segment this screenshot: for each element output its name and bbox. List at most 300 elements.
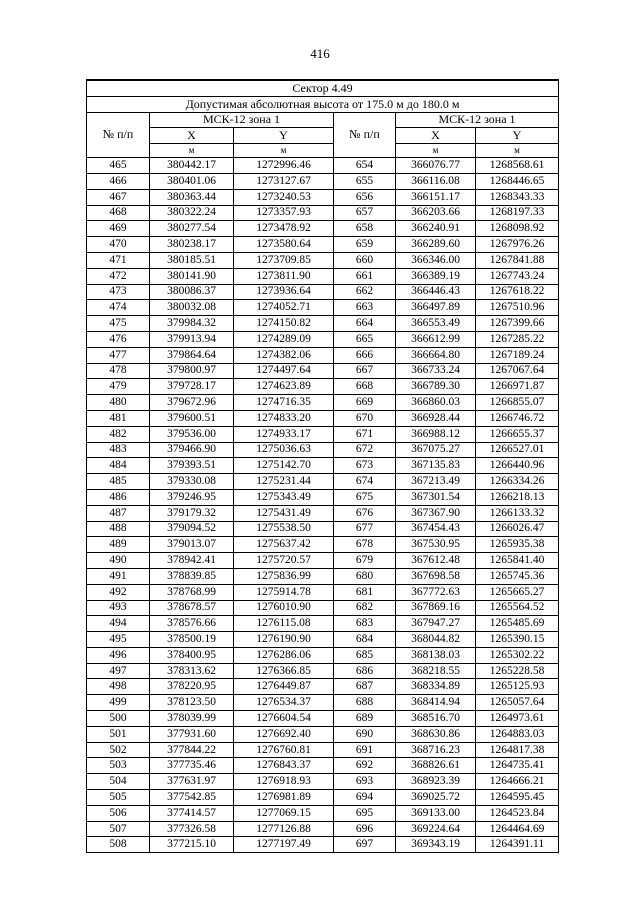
table-row <box>87 410 559 426</box>
point-number-left: 491 <box>87 568 150 584</box>
table-row <box>87 237 559 253</box>
x-left: 380141.90 <box>150 268 234 284</box>
x-left: 379466.90 <box>150 442 234 458</box>
table-row <box>87 821 559 837</box>
table-row <box>87 252 559 268</box>
y-right: 1266133.32 <box>476 505 559 521</box>
point-number-left: 496 <box>87 647 150 663</box>
point-number-right: 659 <box>334 237 396 253</box>
unit-y-left: м <box>234 144 334 158</box>
x-left: 379864.64 <box>150 347 234 363</box>
point-number-left: 483 <box>87 442 150 458</box>
x-right: 366928.44 <box>396 410 476 426</box>
unit-x-right: м <box>396 144 476 158</box>
point-number-left: 501 <box>87 726 150 742</box>
point-number-right: 677 <box>334 521 396 537</box>
point-number-left: 470 <box>87 237 150 253</box>
y-left: 1275720.57 <box>234 553 334 569</box>
x-right: 368334.89 <box>396 679 476 695</box>
table-row <box>87 726 559 742</box>
x-left: 379728.17 <box>150 379 234 395</box>
point-number-right: 679 <box>334 553 396 569</box>
sector-title: Сектор 4.49 <box>87 80 559 96</box>
point-number-right: 674 <box>334 474 396 490</box>
x-right: 368923.39 <box>396 774 476 790</box>
x-left: 379913.94 <box>150 331 234 347</box>
table-row <box>87 316 559 332</box>
y-left: 1272996.46 <box>234 158 334 174</box>
y-left: 1276449.87 <box>234 679 334 695</box>
table-row <box>87 632 559 648</box>
point-number-left: 467 <box>87 189 150 205</box>
y-left: 1276190.90 <box>234 632 334 648</box>
y-left: 1273936.64 <box>234 284 334 300</box>
x-left: 377631.97 <box>150 774 234 790</box>
point-number-right: 678 <box>334 537 396 553</box>
table-row <box>87 805 559 821</box>
x-right: 369133.00 <box>396 805 476 821</box>
x-left: 380086.37 <box>150 284 234 300</box>
point-number-left: 481 <box>87 410 150 426</box>
point-number-left: 466 <box>87 173 150 189</box>
y-right: 1265935.38 <box>476 537 559 553</box>
y-left: 1275538.50 <box>234 521 334 537</box>
y-left: 1275836.99 <box>234 568 334 584</box>
table-row <box>87 363 559 379</box>
point-number-left: 497 <box>87 663 150 679</box>
x-left: 378839.85 <box>150 568 234 584</box>
table-row <box>87 647 559 663</box>
table-row <box>87 837 559 853</box>
x-left: 380322.24 <box>150 205 234 221</box>
y-left: 1276534.37 <box>234 695 334 711</box>
x-right: 367698.58 <box>396 568 476 584</box>
point-number-right: 657 <box>334 205 396 221</box>
y-right: 1264523.84 <box>476 805 559 821</box>
point-number-left: 486 <box>87 489 150 505</box>
table-row <box>87 774 559 790</box>
y-left: 1276010.90 <box>234 600 334 616</box>
y-right: 1268568.61 <box>476 158 559 174</box>
x-left: 378313.62 <box>150 663 234 679</box>
point-number-right: 669 <box>334 395 396 411</box>
y-right: 1267618.22 <box>476 284 559 300</box>
point-number-right: 660 <box>334 252 396 268</box>
x-right: 368218.55 <box>396 663 476 679</box>
x-right: 367947.27 <box>396 616 476 632</box>
x-right: 366497.89 <box>396 300 476 316</box>
header-zone-right: МСК-12 зона 1 <box>396 112 559 128</box>
point-number-left: 482 <box>87 426 150 442</box>
y-right: 1264464.69 <box>476 821 559 837</box>
y-right: 1264595.45 <box>476 790 559 806</box>
x-right: 366240.91 <box>396 221 476 237</box>
point-number-left: 490 <box>87 553 150 569</box>
header-y-left: Y <box>234 128 334 144</box>
table-row <box>87 158 559 174</box>
table-row <box>87 442 559 458</box>
point-number-left: 474 <box>87 300 150 316</box>
x-right: 367772.63 <box>396 584 476 600</box>
x-left: 377542.85 <box>150 790 234 806</box>
point-number-left: 495 <box>87 632 150 648</box>
point-number-right: 655 <box>334 173 396 189</box>
header-y-right: Y <box>476 128 559 144</box>
x-left: 377844.22 <box>150 742 234 758</box>
y-left: 1274497.64 <box>234 363 334 379</box>
y-right: 1266971.87 <box>476 379 559 395</box>
table-row <box>87 568 559 584</box>
y-left: 1277069.15 <box>234 805 334 821</box>
y-left: 1276918.93 <box>234 774 334 790</box>
x-right: 366860.03 <box>396 395 476 411</box>
y-left: 1273478.92 <box>234 221 334 237</box>
point-number-right: 691 <box>334 742 396 758</box>
point-number-left: 505 <box>87 790 150 806</box>
y-left: 1277197.49 <box>234 837 334 853</box>
x-right: 369343.19 <box>396 837 476 853</box>
table-row <box>87 347 559 363</box>
point-number-right: 683 <box>334 616 396 632</box>
x-left: 377215.10 <box>150 837 234 853</box>
x-right: 367869.16 <box>396 600 476 616</box>
y-right: 1267285.22 <box>476 331 559 347</box>
y-right: 1267067.64 <box>476 363 559 379</box>
point-number-right: 696 <box>334 821 396 837</box>
y-left: 1276760.81 <box>234 742 334 758</box>
point-number-right: 668 <box>334 379 396 395</box>
y-right: 1266855.07 <box>476 395 559 411</box>
y-right: 1265057.64 <box>476 695 559 711</box>
x-left: 377735.46 <box>150 758 234 774</box>
y-right: 1265841.40 <box>476 553 559 569</box>
x-right: 366203.66 <box>396 205 476 221</box>
x-right: 367075.27 <box>396 442 476 458</box>
y-right: 1267976.26 <box>476 237 559 253</box>
x-right: 366988.12 <box>396 426 476 442</box>
y-left: 1274623.89 <box>234 379 334 395</box>
y-left: 1276366.85 <box>234 663 334 679</box>
point-number-right: 654 <box>334 158 396 174</box>
y-right: 1267510.96 <box>476 300 559 316</box>
point-number-right: 675 <box>334 489 396 505</box>
x-right: 366116.08 <box>396 173 476 189</box>
x-right: 367301.54 <box>396 489 476 505</box>
point-number-left: 502 <box>87 742 150 758</box>
point-number-right: 663 <box>334 300 396 316</box>
table-row <box>87 300 559 316</box>
table-row <box>87 221 559 237</box>
y-right: 1268446.65 <box>476 173 559 189</box>
point-number-left: 489 <box>87 537 150 553</box>
x-left: 378400.95 <box>150 647 234 663</box>
table-row <box>87 790 559 806</box>
y-right: 1265302.22 <box>476 647 559 663</box>
y-left: 1276604.54 <box>234 711 334 727</box>
x-right: 369224.64 <box>396 821 476 837</box>
x-left: 380277.54 <box>150 221 234 237</box>
unit-x-left: м <box>150 144 234 158</box>
table-row <box>87 189 559 205</box>
x-left: 378039.99 <box>150 711 234 727</box>
y-right: 1264391.11 <box>476 837 559 853</box>
table-row <box>87 600 559 616</box>
y-right: 1266026.47 <box>476 521 559 537</box>
table-row <box>87 553 559 569</box>
point-number-right: 692 <box>334 758 396 774</box>
y-right: 1265125.93 <box>476 679 559 695</box>
x-left: 380185.51 <box>150 252 234 268</box>
y-right: 1268197.33 <box>476 205 559 221</box>
header-num-right: № п/п <box>334 112 396 158</box>
point-number-right: 656 <box>334 189 396 205</box>
point-number-left: 473 <box>87 284 150 300</box>
x-right: 366289.60 <box>396 237 476 253</box>
y-left: 1274716.35 <box>234 395 334 411</box>
y-left: 1275231.44 <box>234 474 334 490</box>
header-x-left: X <box>150 128 234 144</box>
point-number-right: 676 <box>334 505 396 521</box>
point-number-left: 468 <box>87 205 150 221</box>
x-right: 367612.48 <box>396 553 476 569</box>
point-number-left: 506 <box>87 805 150 821</box>
x-left: 378500.19 <box>150 632 234 648</box>
y-right: 1264735.41 <box>476 758 559 774</box>
point-number-right: 673 <box>334 458 396 474</box>
x-right: 366553.49 <box>396 316 476 332</box>
table-row <box>87 426 559 442</box>
point-number-left: 465 <box>87 158 150 174</box>
point-number-right: 685 <box>334 647 396 663</box>
y-right: 1264666.21 <box>476 774 559 790</box>
x-left: 379536.00 <box>150 426 234 442</box>
x-left: 379330.08 <box>150 474 234 490</box>
x-left: 379179.32 <box>150 505 234 521</box>
page-number: 416 <box>310 46 330 61</box>
table-row <box>87 284 559 300</box>
y-left: 1274833.20 <box>234 410 334 426</box>
point-number-left: 499 <box>87 695 150 711</box>
table-row <box>87 679 559 695</box>
y-left: 1274382.06 <box>234 347 334 363</box>
point-number-right: 693 <box>334 774 396 790</box>
x-right: 367530.95 <box>396 537 476 553</box>
point-number-right: 664 <box>334 316 396 332</box>
x-left: 378678.57 <box>150 600 234 616</box>
point-number-left: 478 <box>87 363 150 379</box>
point-number-left: 476 <box>87 331 150 347</box>
table-row <box>87 395 559 411</box>
x-right: 367213.49 <box>396 474 476 490</box>
y-left: 1273127.67 <box>234 173 334 189</box>
y-left: 1273709.85 <box>234 252 334 268</box>
x-right: 366389.19 <box>396 268 476 284</box>
y-right: 1265745.36 <box>476 568 559 584</box>
table-row <box>87 173 559 189</box>
y-right: 1268343.33 <box>476 189 559 205</box>
table-row <box>87 742 559 758</box>
unit-y-right: м <box>476 144 559 158</box>
header-zone-left: МСК-12 зона 1 <box>150 112 334 128</box>
point-number-right: 671 <box>334 426 396 442</box>
x-left: 378123.50 <box>150 695 234 711</box>
x-right: 366789.30 <box>396 379 476 395</box>
x-right: 366733.24 <box>396 363 476 379</box>
point-number-right: 688 <box>334 695 396 711</box>
point-number-left: 487 <box>87 505 150 521</box>
table-row <box>87 489 559 505</box>
x-left: 378768.99 <box>150 584 234 600</box>
x-left: 377414.57 <box>150 805 234 821</box>
y-right: 1265485.69 <box>476 616 559 632</box>
point-number-right: 681 <box>334 584 396 600</box>
x-left: 379672.96 <box>150 395 234 411</box>
x-right: 366076.77 <box>396 158 476 174</box>
x-right: 367135.83 <box>396 458 476 474</box>
y-left: 1275142.70 <box>234 458 334 474</box>
table-row <box>87 379 559 395</box>
y-left: 1276692.40 <box>234 726 334 742</box>
table-row <box>87 537 559 553</box>
y-right: 1268098.92 <box>476 221 559 237</box>
x-right: 366612.99 <box>396 331 476 347</box>
point-number-right: 690 <box>334 726 396 742</box>
x-left: 378942.41 <box>150 553 234 569</box>
point-number-right: 680 <box>334 568 396 584</box>
x-left: 379246.95 <box>150 489 234 505</box>
table-row <box>87 474 559 490</box>
y-left: 1276115.08 <box>234 616 334 632</box>
x-left: 379094.52 <box>150 521 234 537</box>
x-left: 380032.08 <box>150 300 234 316</box>
point-number-left: 503 <box>87 758 150 774</box>
x-left: 379600.51 <box>150 410 234 426</box>
point-number-left: 508 <box>87 837 150 853</box>
y-right: 1264973.61 <box>476 711 559 727</box>
x-left: 379013.07 <box>150 537 234 553</box>
point-number-right: 686 <box>334 663 396 679</box>
header-x-right: X <box>396 128 476 144</box>
point-number-right: 666 <box>334 347 396 363</box>
header-num-left: № п/п <box>87 112 150 158</box>
x-right: 367367.90 <box>396 505 476 521</box>
y-right: 1266440.96 <box>476 458 559 474</box>
y-right: 1267743.24 <box>476 268 559 284</box>
y-right: 1264817.38 <box>476 742 559 758</box>
x-left: 378576.66 <box>150 616 234 632</box>
y-left: 1274150.82 <box>234 316 334 332</box>
x-left: 377931.60 <box>150 726 234 742</box>
y-left: 1274933.17 <box>234 426 334 442</box>
point-number-left: 507 <box>87 821 150 837</box>
y-left: 1273240.53 <box>234 189 334 205</box>
x-right: 368716.23 <box>396 742 476 758</box>
point-number-left: 498 <box>87 679 150 695</box>
point-number-right: 665 <box>334 331 396 347</box>
y-left: 1275914.78 <box>234 584 334 600</box>
point-number-left: 492 <box>87 584 150 600</box>
point-number-left: 484 <box>87 458 150 474</box>
x-right: 368414.94 <box>396 695 476 711</box>
point-number-left: 475 <box>87 316 150 332</box>
table-row <box>87 458 559 474</box>
table-row <box>87 584 559 600</box>
x-right: 368826.61 <box>396 758 476 774</box>
table-row <box>87 505 559 521</box>
point-number-right: 689 <box>334 711 396 727</box>
y-left: 1273357.93 <box>234 205 334 221</box>
table-row <box>87 663 559 679</box>
y-left: 1277126.88 <box>234 821 334 837</box>
point-number-right: 694 <box>334 790 396 806</box>
y-right: 1266527.01 <box>476 442 559 458</box>
x-right: 368138.03 <box>396 647 476 663</box>
y-right: 1265390.15 <box>476 632 559 648</box>
y-right: 1265665.27 <box>476 584 559 600</box>
point-number-right: 682 <box>334 600 396 616</box>
y-left: 1276981.89 <box>234 790 334 806</box>
point-number-left: 488 <box>87 521 150 537</box>
y-right: 1267189.24 <box>476 347 559 363</box>
point-number-right: 670 <box>334 410 396 426</box>
table-row <box>87 711 559 727</box>
x-left: 379984.32 <box>150 316 234 332</box>
point-number-right: 695 <box>334 805 396 821</box>
height-range: Допустимая абсолютная высота от 175.0 м до 180.0 м <box>87 96 559 112</box>
x-right: 366446.43 <box>396 284 476 300</box>
table-row <box>87 205 559 221</box>
y-right: 1265228.58 <box>476 663 559 679</box>
y-right: 1265564.52 <box>476 600 559 616</box>
y-right: 1267841.88 <box>476 252 559 268</box>
x-right: 366664.80 <box>396 347 476 363</box>
y-right: 1264883.03 <box>476 726 559 742</box>
point-number-left: 493 <box>87 600 150 616</box>
point-number-right: 697 <box>334 837 396 853</box>
x-right: 368516.70 <box>396 711 476 727</box>
x-right: 366151.17 <box>396 189 476 205</box>
point-number-left: 500 <box>87 711 150 727</box>
x-left: 380401.06 <box>150 173 234 189</box>
point-number-left: 480 <box>87 395 150 411</box>
point-number-left: 472 <box>87 268 150 284</box>
table-row <box>87 331 559 347</box>
point-number-right: 662 <box>334 284 396 300</box>
y-right: 1266334.26 <box>476 474 559 490</box>
point-number-left: 485 <box>87 474 150 490</box>
x-left: 379393.51 <box>150 458 234 474</box>
y-left: 1274052.71 <box>234 300 334 316</box>
table-row <box>87 758 559 774</box>
point-number-right: 672 <box>334 442 396 458</box>
x-right: 369025.72 <box>396 790 476 806</box>
point-number-right: 661 <box>334 268 396 284</box>
point-number-left: 469 <box>87 221 150 237</box>
x-left: 380238.17 <box>150 237 234 253</box>
point-number-right: 667 <box>334 363 396 379</box>
y-left: 1275343.49 <box>234 489 334 505</box>
y-right: 1266746.72 <box>476 410 559 426</box>
y-left: 1276843.37 <box>234 758 334 774</box>
x-left: 378220.95 <box>150 679 234 695</box>
point-number-left: 494 <box>87 616 150 632</box>
y-right: 1266218.13 <box>476 489 559 505</box>
point-number-left: 504 <box>87 774 150 790</box>
x-left: 379800.97 <box>150 363 234 379</box>
y-right: 1267399.66 <box>476 316 559 332</box>
point-number-right: 687 <box>334 679 396 695</box>
table-row <box>87 616 559 632</box>
